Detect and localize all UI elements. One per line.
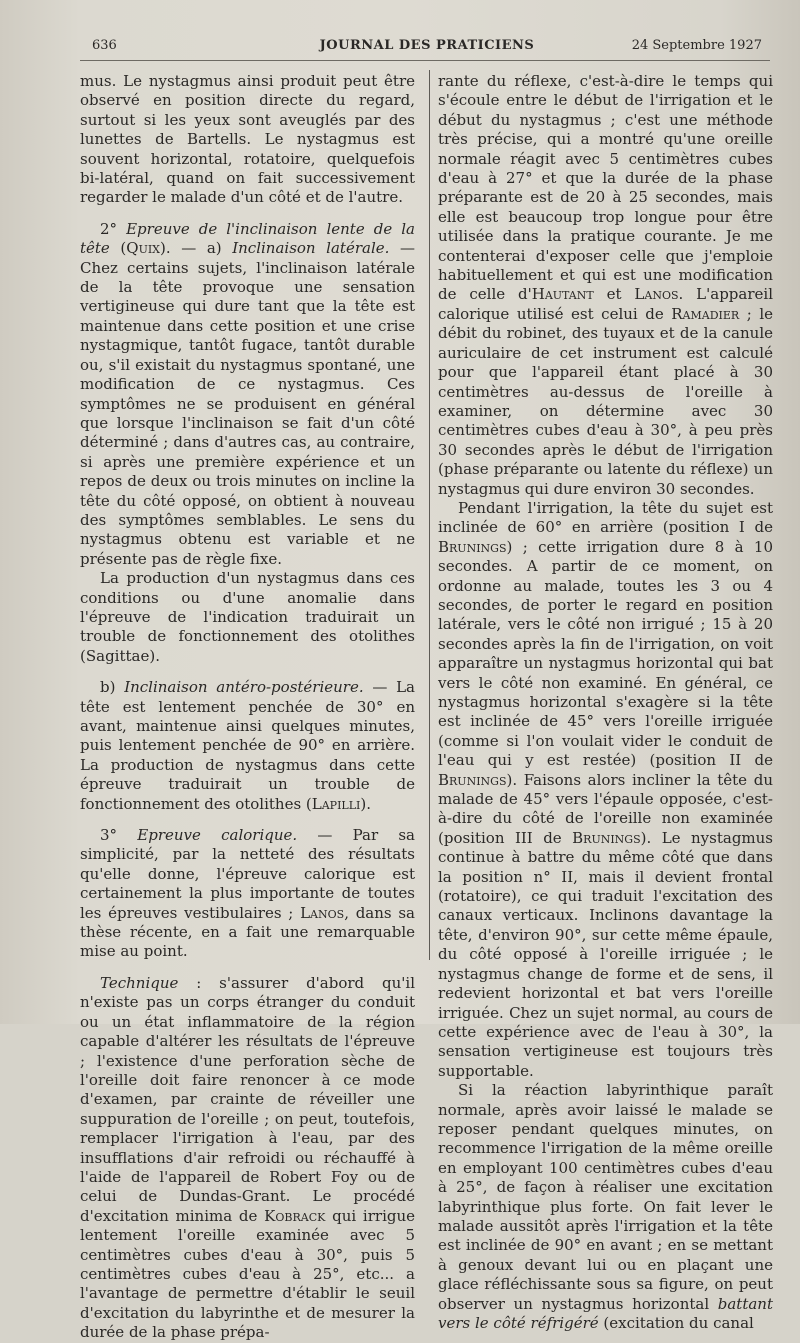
section-2-paragraph: 2° Epreuve de l'inclinaison lente de la tête (Quix). — a) Inclinaison latérale. — Chez certains sujets, l'inclinaison latérale de la tête provoque une sensation vertigineuse qui dure tant que la tête est maintenue dans cette position et une crise nystagmique, tantôt fugace, tantôt durable ou, s'il existait du nystagmus spontané, une modification de ce nystagmus. Ces symptômes ne se produisent en général que lorsque l'inclinaison se fait d'un côté déterminé ; dans d'autres cas, au contraire, si après une première expérience et un repos de deux ou trois minutes on incline la tête du côté opposé, on obtient à nouveau des symptômes semblables. Le sens du nystagmus obtenu est variable et ne présente pas de règle fixe. <box>80 219 416 568</box>
paragraph: La production d'un nystagmus dans ces conditions ou d'une anomalie dans l'épreuve de l'indication traduirait un trouble de fonctionnement des otolithes (Sagittae). <box>80 569 415 665</box>
page-header <box>92 38 762 60</box>
author-ref: Brunings <box>438 537 507 556</box>
author-ref: Quix <box>126 239 161 258</box>
author-ref: Ramadier <box>671 304 740 323</box>
emphasis: battant vers le côté réfrigéré <box>438 1294 773 1332</box>
author-ref: Brunings <box>572 828 641 847</box>
technique-title: Technique <box>100 973 179 992</box>
subsection-b-paragraph: b) Inclinaison antéro-postérieure. — La tête est lentement penchée de 30° en avant, maintenue ainsi quelques minutes, puis lentement penchée de 90° en arrière. La production de nystagmus dans cette épreuve traduirait un trouble de fonctionnement des otolithes (Lapilli). <box>80 678 415 813</box>
page-number: 636 <box>92 38 117 53</box>
paragraph: Si la réaction labyrinthique paraît normale, après avoir laissé le malade se reposer pendant quelques minutes, on recommence l'irrigation de la même oreille en employant 100 centimètres cubes d'eau à 25°, de façon à réaliser une excitation labyrinthique plus forte. On fait lever le malade aussitôt après l'irrigation et la tête est inclinée de 90° en avant ; en se mettant à genoux devant lui ou en plaçant une glace réfléchissante sous sa figure, on peut observer un nystagmus horizontal battant vers le côté réfrigéré (excitation du canal <box>438 1081 773 1332</box>
journal-title: JOURNAL DES PRATICIENS <box>319 38 535 53</box>
paragraph: Pendant l'irrigation, la tête du sujet est inclinée de 60° en arrière (position I de Brunings) ; cette irrigation dure 8 à 10 secondes. A partir de ce moment, on ordonne au malade, toutes les 3 ou 4 secondes, de porter le regard en position latérale, vers le côté non irrigué ; 15 à 20 secondes après la fin de l'irrigation, on voit apparaître un nystagmus horizontal qui bat vers le côté non examiné. En général, ce nystagmus horizontal s'exagère si la tête est inclinée de 45° vers l'oreille irriguée (comme si l'on voulait vider le conduit de l'eau qui y est restée) (position II de Brunings). Faisons alors incliner la tête du malade de 45° vers l'épaule opposée, c'est-à-dire du côté de l'oreille non examinée (position III de Brunings). Le nystagmus continue à battre du même côté que dans la position n° II, mais il devient frontal (rotatoire), ce qui traduit l'excitation des canaux verticaux. Inclinons davantage la tête, d'environ 90°, sur cette même épaule, du côté opposé à l'oreille irriguée ; le nystagmus change de forme et de sens, il redevient horizontal et bat vers l'oreille irriguée. Chez un sujet normal, au cours de cette expérience avec de l'eau à 30°, la sensation vertigineuse est toujours très supportable. <box>438 498 774 1080</box>
technique-paragraph: Technique : s'assurer d'abord qu'il n'existe pas un corps étranger du conduit ou un état inflammatoire de la région capable d'altérer les résultats de l'épreuve ; l'existence d'une perforation sèche de l'oreille doit faire renoncer à ce mode d'examen, par crainte de réveiller une suppuration de l'oreille ; on peut, toutefois, remplacer l'irrigation à l'eau, par des insufflations d'air refroidi ou réchauffé à l'aide de l'appareil de Robert Foy ou de celui de Dundas-Grant. Le procédé d'excitation minima de Kobrack qui irrigue lentement l'oreille examinée avec 5 centimètres cubes d'eau à 30°, puis 5 centimètres cubes d'eau à 25°, etc... a l'avantage de permettre d'établir le seuil d'excitation du labyrinthe et de mesurer la durée de la phase prépa- <box>80 973 416 1342</box>
column-divider <box>429 70 430 960</box>
author-ref: Brunings <box>438 770 507 789</box>
subsection-title: Inclinaison latérale. <box>232 239 390 258</box>
right-column <box>438 72 773 1333</box>
author-ref: Lanos <box>634 285 679 304</box>
author-ref: Lapilli <box>311 794 361 813</box>
author-ref: Hautant <box>531 285 594 304</box>
paragraph: rante du réflexe, c'est-à-dire le temps qui s'écoule entre le début de l'irrigation et le début du nystagmus ; c'est une méthode très précise, qui a montré qu'une oreille normale réagit avec 5 centimètres cubes d'eau à 27° et que la durée de la phase préparante est de 20 à 25 secondes, mais elle est beaucoup trop longue pour être utilisée dans la pratique courante. Je me contenterai d'exposer celle que j'emploie habituellement et qui est une modification de celle d'Hautant et Lanos. L'appareil calorique utilisé est celui de Ramadier ; le débit du robinet, des tuyaux et de la canule auriculaire de cet instrument est calculé pour que l'appareil étant placé à 30 centimètres au-dessus de l'oreille à examiner, on détermine avec 30 centimètres cubes d'eau à 30°, à peu près 30 secondes après le début de l'irrigation (phase préparante ou latente du réflexe) un nystagmus qui dure environ 30 secondes. <box>438 72 774 498</box>
subsection-title: Inclinaison antéro-postérieure. <box>124 678 364 697</box>
header-rule <box>80 60 770 61</box>
paragraph: mus. Le nystagmus ainsi produit peut être observé en position directe du regard, surtout si les yeux sont aveuglés par des lunettes de Bartells. Le nystagmus est souvent horizontal, rotatoire, quelquefois bi-latéral, quand on fait successivement regarder le malade d'un côté et de l'autre. <box>80 72 415 207</box>
author-ref: Lanos <box>300 903 345 922</box>
section-title: Epreuve calorique. <box>137 826 298 845</box>
section-title: Epreuve de l'inclinaison lente de la tête <box>80 219 416 258</box>
issue-date: 24 Septembre 1927 <box>631 38 762 53</box>
left-column <box>80 72 415 1343</box>
author-ref: Kobrack <box>264 1206 326 1225</box>
section-3-paragraph: 3° Epreuve calorique. — Par sa simplicité, par la netteté des résultats qu'elle donne, l'épreuve calorique est certainement la plus importante de toutes les épreuves vestibulaires ; Lanos, dans sa thèse récente, en a fait une remarquable mise au point. <box>80 826 415 961</box>
